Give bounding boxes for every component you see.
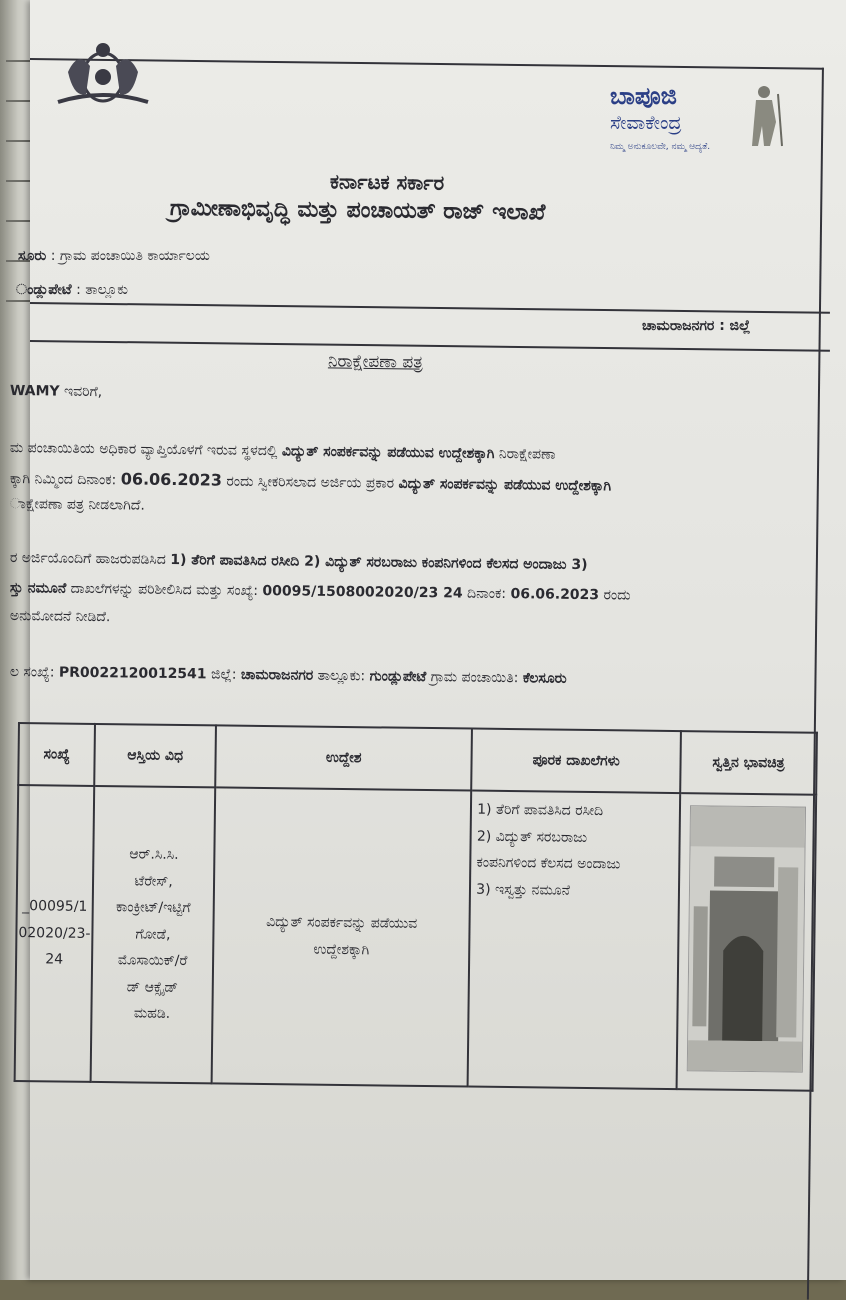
property-photo	[687, 805, 806, 1072]
p1-text-mid: ರಂದು ಸ್ವೀಕರಿಸಲಾದ ಅರ್ಜಿಯ ಪ್ರಕಾರ	[221, 473, 399, 492]
government-name: ಕರ್ನಾಟಕ ಸರ್ಕಾರ	[329, 169, 445, 195]
taluk-label: ಂಡ್ಲುಪೇಟೆ	[16, 282, 72, 298]
property-type-line: ಕಾಂಕ್ರೀಟ್/ಇಟ್ಟಿಗೆ	[115, 899, 191, 917]
p1-date-label: ಕ್ಕಾಗಿ ನಿಮ್ಮಿಂದ ದಿನಾಂಕ:	[9, 470, 121, 489]
header-property-type: ಆಸ್ತಿಯ ವಿಧ	[94, 724, 216, 787]
cell-property-photo	[677, 793, 817, 1091]
cell-supporting-documents	[468, 791, 680, 1090]
property-type-line: ಟೆರೇಸ್,	[134, 872, 173, 890]
document-title: ನಿರಾಕ್ಷೇಪಣಾ ಪತ್ರ	[327, 351, 424, 373]
property-number: PR0022120012541	[58, 664, 207, 683]
document-item: 1) ತೆರಿಗೆ ಪಾವತಿಸಿದ ರಸೀದಿ	[477, 801, 604, 820]
p2-text-mid: ದಾಖಲೆಗಳನ್ನು ಪರಿಶೀಲಿಸಿದ ಮತ್ತು ಸಂಖ್ಯೆ:	[66, 580, 263, 600]
header-number: ಸಂಖ್ಯೆ	[18, 723, 95, 786]
addressee	[10, 383, 102, 400]
approval-number: 00095/1508002020/23 24	[262, 583, 463, 602]
p1-text: ಮ ಪಂಚಾಯಿತಿಯ ಅಧಿಕಾರ ವ್ಯಾಪ್ತಿಯೊಳಗೆ ಇರುವ ಸ್ಥಳದಲ್ಲಿ	[9, 440, 283, 460]
document-item: ಕಂಪನಿಗಳಿಂದ ಕೆಲಸದ ಅಂದಾಜು	[476, 854, 621, 873]
property-gram-panchayat: ಕೆಲಸೂರು	[522, 670, 567, 687]
number-line: 02020/23-	[18, 924, 91, 942]
karnataka-emblem-icon	[48, 32, 158, 112]
header-property-photo: ಸ್ವತ್ತಿನ ಭಾವಚಿತ್ರ	[680, 731, 817, 795]
p2-text: ರ ಅರ್ಜಿಯೊಂದಿಗೆ ಹಾಜರುಪಡಿಸಿದ	[9, 550, 171, 568]
office-value: : ಗ್ರಾಮ ಪಂಚಾಯಿತಿ ಕಾರ್ಯಾಲಯ	[50, 248, 210, 264]
property-number-label: ಲ ಸಂಖ್ಯೆ:	[9, 664, 60, 681]
property-gp-label: ಗ್ರಾಮ ಪಂಚಾಯಿತಿ:	[426, 669, 523, 687]
document-item: 3) ಇಸ್ವತ್ತು ನಮೂನೆ	[476, 881, 571, 899]
table-header-row	[18, 723, 817, 795]
property-type-line: ಗೋಡೆ,	[135, 926, 171, 943]
p1-text-end: ನಿರಾಕ್ಷೇಪಣಾ	[494, 445, 556, 463]
paragraph-1-line-3: ಾಕ್ಷೇಪಣಾ ಪತ್ರ ನೀಡಲಾಗಿದೆ.	[9, 496, 145, 514]
header-supporting-documents: ಪೂರಕ ದಾಖಲೆಗಳು	[471, 729, 680, 794]
property-district-label: ಜಿಲ್ಲೆ:	[206, 666, 242, 683]
p1-purpose-2: ವಿದ್ಯುತ್ ಸಂಪರ್ಕವನ್ನು ಪಡೆಯುವ ಉದ್ದೇಶಕ್ಕಾಗಿ	[398, 475, 612, 495]
p2-doc-3: ಸ್ತು ನಮೂನೆ	[9, 580, 67, 597]
property-type-line: ಆರ್.ಸಿ.ಸಿ.	[129, 846, 179, 863]
taluk-line	[16, 282, 128, 298]
p1-purpose: ವಿದ್ಯುತ್ ಸಂಪರ್ಕವನ್ನು ಪಡೆಯುವ ಉದ್ದೇಶಕ್ಕಾಗಿ	[281, 443, 495, 462]
cell-purpose	[212, 787, 472, 1086]
purpose-line: ವಿದ್ಯುತ್ ಸಂಪರ್ಕವನ್ನು ಪಡೆಯುವ	[266, 914, 418, 933]
department-name: ಗ್ರಾಮೀಣಾಭಿವೃದ್ಧಿ ಮತ್ತು ಪಂಚಾಯತ್ ರಾಜ್ ಇಲಾಖೆ	[169, 195, 546, 226]
property-table	[14, 722, 818, 1092]
district-label: ಚಾಮರಾಜನಗರ : ಜಿಲ್ಲೆ	[642, 318, 751, 334]
property-taluk-label: ತಾಲ್ಲೂಕು:	[313, 667, 370, 685]
office-line	[18, 248, 210, 264]
property-type-line: ಮೊಸಾಯಿಕ್/ರೆ	[117, 952, 188, 970]
number-line: 24	[45, 951, 64, 968]
gandhi-silhouette-icon	[740, 84, 790, 148]
number-line: _00095/1	[22, 898, 88, 915]
purpose-line: ಉದ್ದೇಶಕ್ಕಾಗಿ	[313, 941, 370, 959]
office-label: ಸೂರು	[18, 248, 47, 264]
bapuji-seva-kendra-logo	[610, 82, 810, 162]
approval-date: 06.06.2023	[510, 586, 600, 604]
property-taluk: ಗುಂಡ್ಲುಪೇಟೆ	[369, 668, 427, 686]
bapuji-logo-line1: ಬಾಪೂಜಿ	[610, 82, 677, 110]
p2-text-end: ರಂದು	[598, 587, 631, 604]
property-type-line: ಮಹಡಿ.	[133, 1005, 171, 1023]
property-type-line: ಡ್ ಆಕ್ಸೈಡ್	[126, 979, 179, 996]
addressee-suffix: ಇವರಿಗೆ,	[59, 383, 103, 401]
application-date: 06.06.2023	[120, 469, 223, 490]
taluk-value: : ತಾಲ್ಲೂಕು	[76, 282, 129, 298]
property-district: ಚಾಮರಾಜನಗರ	[240, 666, 314, 684]
bapuji-logo-tagline: ನಿಮ್ಮ ಅನುಕೂಲವೇ, ನಮ್ಮ ಆದ್ಯತೆ.	[610, 142, 711, 152]
table-row	[15, 785, 817, 1091]
cell-property-type	[91, 786, 215, 1083]
paragraph-2-line-3: ಅನುಮೋದನೆ ನೀಡಿದೆ.	[9, 608, 111, 626]
document-page	[9, 0, 846, 1280]
addressee-name: WAMY	[9, 383, 60, 400]
bapuji-logo-line2: ಸೇವಾಕೇಂದ್ರ	[610, 112, 682, 134]
document-item: 2) ವಿದ್ಯುತ್ ಸರಬರಾಜು	[476, 828, 588, 846]
header-purpose: ಉದ್ದೇಶ	[215, 725, 472, 790]
cell-number	[15, 785, 95, 1082]
p2-date-label: ದಿನಾಂಕ:	[462, 585, 511, 603]
p2-documents: 1) ತೆರಿಗೆ ಪಾವತಿಸಿದ ರಸೀದಿ 2) ವಿದ್ಯುತ್ ಸರಬರಾಜು ಕಂಪನಿಗಳಿಂದ ಕೆಲಸದ ಅಂದಾಜು 3)	[170, 551, 588, 574]
